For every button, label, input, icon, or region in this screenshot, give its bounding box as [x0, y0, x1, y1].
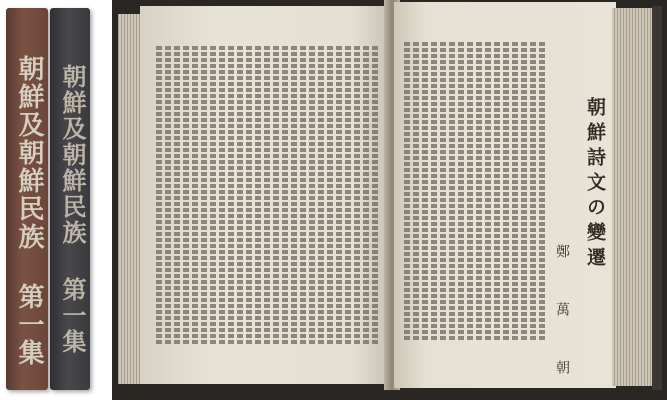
spine-title-brown: 朝鮮及朝鮮民族 第一集	[14, 55, 44, 367]
right-page	[394, 2, 616, 388]
right-page-text	[402, 42, 552, 342]
article-author: 鄭 萬 朝	[554, 244, 570, 388]
book-spine-black	[50, 8, 90, 390]
page-edges-right	[612, 8, 652, 386]
open-book	[112, 0, 667, 400]
book-spine-brown	[6, 8, 48, 390]
left-page-text	[152, 46, 382, 346]
spine-title-black: 朝鮮及朝鮮民族 第一集	[58, 63, 87, 355]
back-cover-edge	[652, 6, 662, 390]
page-edges-left	[118, 14, 142, 384]
article-title: 朝鮮詩文の變遷	[584, 97, 606, 272]
left-page	[140, 6, 390, 384]
